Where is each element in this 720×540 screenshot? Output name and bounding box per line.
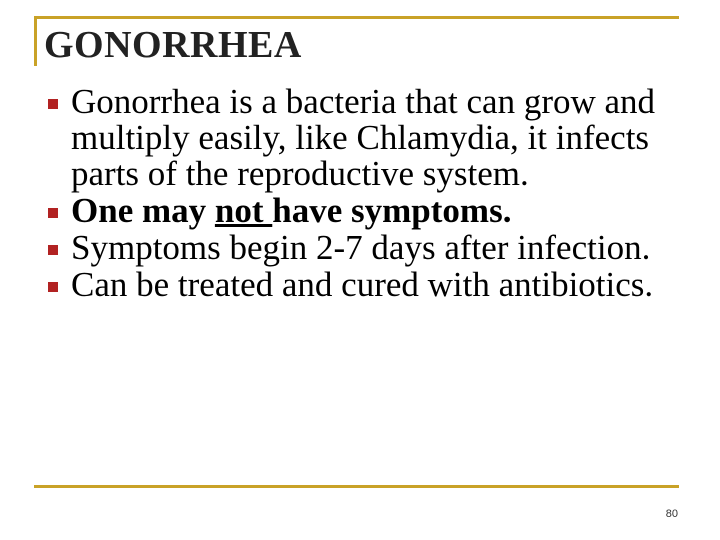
slide-title: GONORRHEA [44,24,302,66]
bullet-item-1 [48,84,698,192]
frame-bottom-line [34,485,679,488]
square-bullet-icon [48,208,58,218]
bullet-item-4 [48,267,698,303]
bullet-text-1: Gonorrhea is a bacteria that can grow and multiply easily, like Chlamydia, it infects parts of the reproductive system. [71,82,656,193]
square-bullet-icon [48,99,58,109]
bullet-text-2-after: have symptoms. [272,191,512,230]
bullet-item-2 [48,193,698,229]
bullet-list [48,84,698,304]
square-bullet-icon [48,245,58,255]
bullet-item-3 [48,230,698,266]
bullet-text-3: Symptoms begin 2-7 days after infection. [71,228,651,267]
bullet-text-2-underlined: not [214,191,273,230]
square-bullet-icon [48,282,58,292]
frame-top-line [34,16,679,19]
bullet-text-4: Can be treated and cured with antibiotics. [71,265,654,304]
page-number: 80 [665,508,678,520]
bullet-text-2-before: One may [71,191,215,230]
frame-left-line [34,16,37,66]
